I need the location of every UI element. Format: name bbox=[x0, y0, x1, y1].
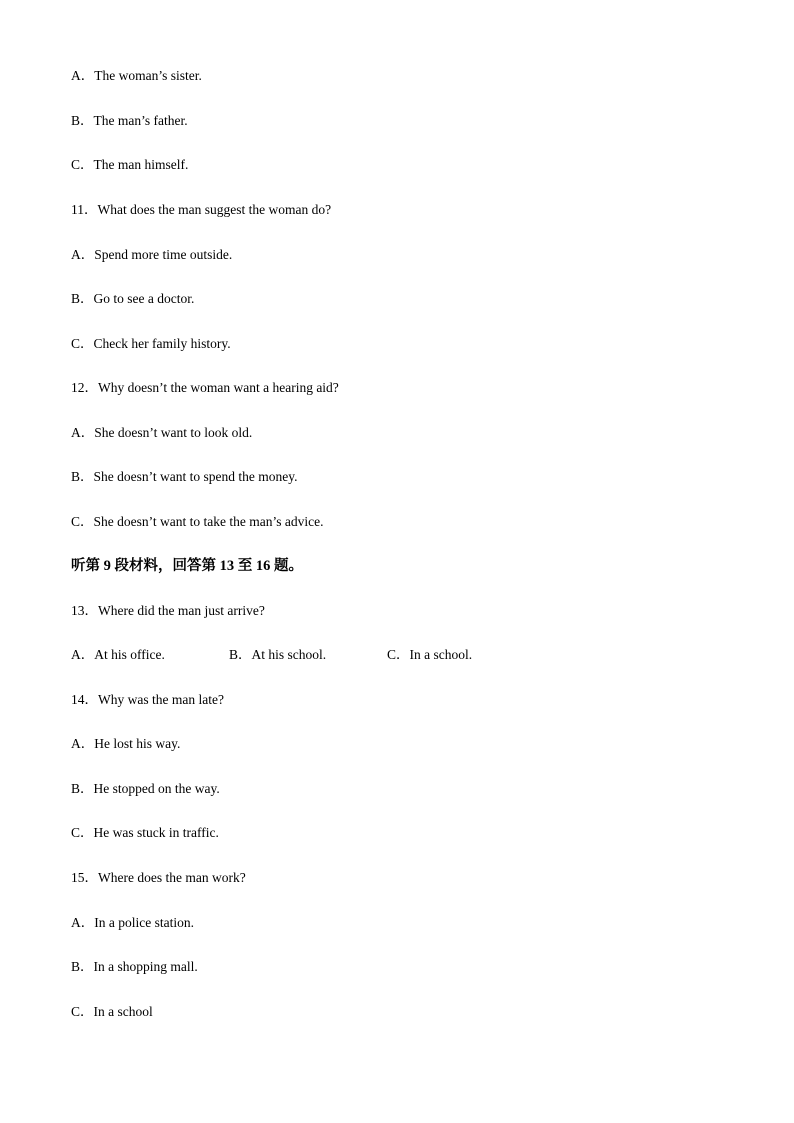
question-12: 12．Why doesn’t the woman want a hearing aid? bbox=[71, 380, 339, 395]
q11-option-c: C．Check her family history. bbox=[71, 336, 231, 351]
q10-option-a: A．The woman’s sister. bbox=[71, 68, 202, 83]
q11-option-b: B．Go to see a doctor. bbox=[71, 291, 195, 306]
q13-option-a: A．At his office. bbox=[71, 647, 165, 662]
q14-option-b: B．He stopped on the way. bbox=[71, 781, 220, 796]
question-11: 11．What does the man suggest the woman do? bbox=[71, 202, 332, 217]
q12-option-c: C．She doesn’t want to take the man’s advice. bbox=[71, 514, 324, 529]
section-heading: 听第 9 段材料，回答第 13 至 16 题。 bbox=[71, 558, 303, 574]
q15-option-c: C．In a school bbox=[71, 1004, 153, 1019]
q12-option-a: A．She doesn’t want to look old. bbox=[71, 425, 253, 440]
q10-option-c: C．The man himself. bbox=[71, 157, 189, 172]
q13-option-c: C．In a school. bbox=[387, 647, 473, 662]
question-15: 15．Where does the man work? bbox=[71, 870, 246, 885]
q14-option-c: C．He was stuck in traffic. bbox=[71, 825, 219, 840]
q15-option-a: A．In a police station. bbox=[71, 915, 194, 930]
q14-option-a: A．He lost his way. bbox=[71, 736, 181, 751]
q15-option-b: B．In a shopping mall. bbox=[71, 959, 198, 974]
question-14: 14．Why was the man late? bbox=[71, 692, 224, 707]
question-13: 13．Where did the man just arrive? bbox=[71, 603, 265, 618]
q12-option-b: B．She doesn’t want to spend the money. bbox=[71, 469, 298, 484]
q11-option-a: A．Spend more time outside. bbox=[71, 247, 233, 262]
q10-option-b: B．The man’s father. bbox=[71, 113, 188, 128]
q13-option-b: B．At his school. bbox=[229, 647, 327, 662]
